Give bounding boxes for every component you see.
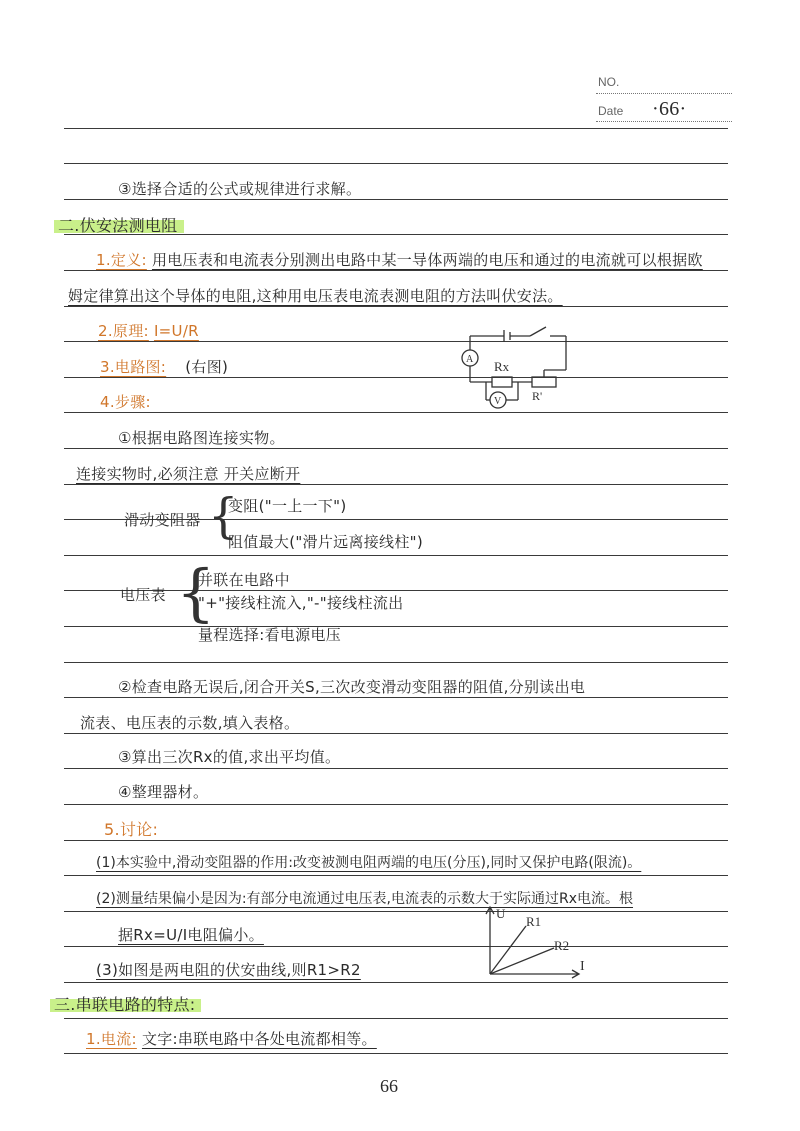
definition-label: 1.定义: <box>96 251 147 269</box>
circuit-note: (右图) <box>185 358 229 376</box>
ruled-line <box>64 163 728 164</box>
discussion-1-text: (1)本实验中,滑动变阻器的作用:改变被测电阻两端的电压(分压),同时又保护电路(限流)。 <box>96 855 642 871</box>
step-2-line-2: 流表、电压表的示数,填入表格。 <box>80 714 300 732</box>
rheostat-bullet-2: 阻值最大("滑片远离接线柱") <box>228 533 424 551</box>
ruled-line <box>64 733 728 734</box>
ruled-line <box>64 128 728 129</box>
graph-r2-label: R2 <box>554 938 570 953</box>
ruled-line <box>64 270 728 271</box>
ruled-line <box>64 412 728 413</box>
ruled-line <box>64 555 728 556</box>
series-current-text: 文字:串联电路中各处电流都相等。 <box>141 1030 377 1048</box>
ruled-line <box>64 1053 728 1054</box>
ruled-line <box>64 804 728 805</box>
graph-r1-label: R1 <box>526 914 542 929</box>
voltmeter-bullet-2: "+"接线柱流入,"-"接线柱流出 <box>198 594 404 612</box>
date-value: ·66· <box>652 98 687 120</box>
resistor-rx <box>492 377 512 387</box>
ruled-line <box>64 199 728 200</box>
r-prime-label: R' <box>532 389 543 403</box>
rheostat-label: 滑动变阻器 <box>124 511 201 529</box>
discussion-2-text-2: 据Rx=U/I电阻偏小。 <box>118 926 264 944</box>
rheostat-brace: { <box>208 488 239 544</box>
definition-text-1: 用电压表和电流表分别测出电路中某一导体两端的电压和通过的电流就可以根据欧 <box>151 251 703 269</box>
circuit-label: 3.电路图: <box>100 358 167 376</box>
series-current-label: 1.电流: <box>86 1030 137 1048</box>
ruled-line <box>64 484 728 485</box>
rheostat-body <box>532 377 556 387</box>
section-2-title-text: 二.伏安法测电阻 <box>54 216 184 235</box>
ruled-line <box>64 377 728 378</box>
connect-note-text: 连接实物时,必须注意 开关应断开 <box>76 465 301 483</box>
section-3-title <box>50 992 201 1015</box>
line-choose-formula: ③选择合适的公式或规律进行求解。 <box>118 180 362 198</box>
no-dotted-line <box>596 93 732 94</box>
rx-label: Rx <box>494 359 510 374</box>
ruled-line <box>64 1018 728 1019</box>
circuit-line <box>100 356 228 377</box>
step-1: ①根据电路图连接实物。 <box>118 429 285 447</box>
circuit-diagram <box>458 322 578 414</box>
ruled-line <box>64 982 728 983</box>
definition-line-2 <box>68 285 563 306</box>
ruled-line <box>64 662 728 663</box>
ruled-line <box>64 306 728 307</box>
ruled-line <box>64 697 728 698</box>
date-dotted-line <box>596 121 732 122</box>
voltmeter-bullet-1: 并联在电路中 <box>198 571 290 589</box>
ruled-line <box>64 946 728 947</box>
discussion-label: 5.讨论: <box>104 820 159 839</box>
discussion-3 <box>96 959 361 980</box>
voltmeter-bullet-3: 量程选择:看电源电压 <box>198 626 342 644</box>
date-label: Date <box>598 104 624 118</box>
ruled-line <box>64 875 728 876</box>
connect-note <box>76 463 300 484</box>
section-3-title-text: 三.串联电路的特点: <box>50 995 201 1014</box>
ruled-line <box>64 448 728 449</box>
page-number: 66 <box>380 1076 398 1096</box>
series-current-line <box>86 1028 377 1049</box>
section-2-title <box>54 213 184 236</box>
principle-formula: I=U/R <box>153 322 199 340</box>
step-4: ④整理器材。 <box>118 783 209 801</box>
principle-line <box>98 320 199 341</box>
ruled-line <box>64 768 728 769</box>
ruled-line <box>64 341 728 342</box>
discussion-2-line-2 <box>118 924 264 945</box>
graph-x-label: I <box>580 959 585 974</box>
steps-label: 4.步骤: <box>100 393 151 411</box>
rheostat-bullet-1: 变阻("一上一下") <box>228 497 347 515</box>
definition-text-2: 姆定律算出这个导体的电阻,这种用电压表电流表测电阻的方法叫伏安法。 <box>68 287 563 305</box>
step-3: ③算出三次Rx的值,求出平均值。 <box>118 748 341 766</box>
definition-line-1 <box>96 249 703 270</box>
no-label: NO. <box>598 75 620 89</box>
discussion-2-text-1: (2)测量结果偏小是因为:有部分电流通过电压表,电流表的示数大于实际通过Rx电流。根 <box>96 891 634 907</box>
ruled-line <box>64 840 728 841</box>
ruled-line <box>64 626 728 627</box>
principle-label: 2.原理: <box>98 322 149 340</box>
voltmeter-label: 电压表 <box>120 586 166 604</box>
switch-blade <box>530 327 546 336</box>
voltmeter-symbol: V <box>494 396 502 407</box>
ammeter-symbol: A <box>466 354 474 365</box>
step-2-line-1: ②检查电路无误后,闭合开关S,三次改变滑动变阻器的阻值,分别读出电 <box>118 678 586 696</box>
discussion-3-text: (3)如图是两电阻的伏安曲线,则R1>R2 <box>96 961 361 979</box>
ruled-line <box>64 911 728 912</box>
voltmeter-brace: { <box>176 556 216 629</box>
graph-y-label: U <box>496 906 506 921</box>
ui-graph <box>476 904 596 980</box>
discussion-1 <box>96 852 641 872</box>
